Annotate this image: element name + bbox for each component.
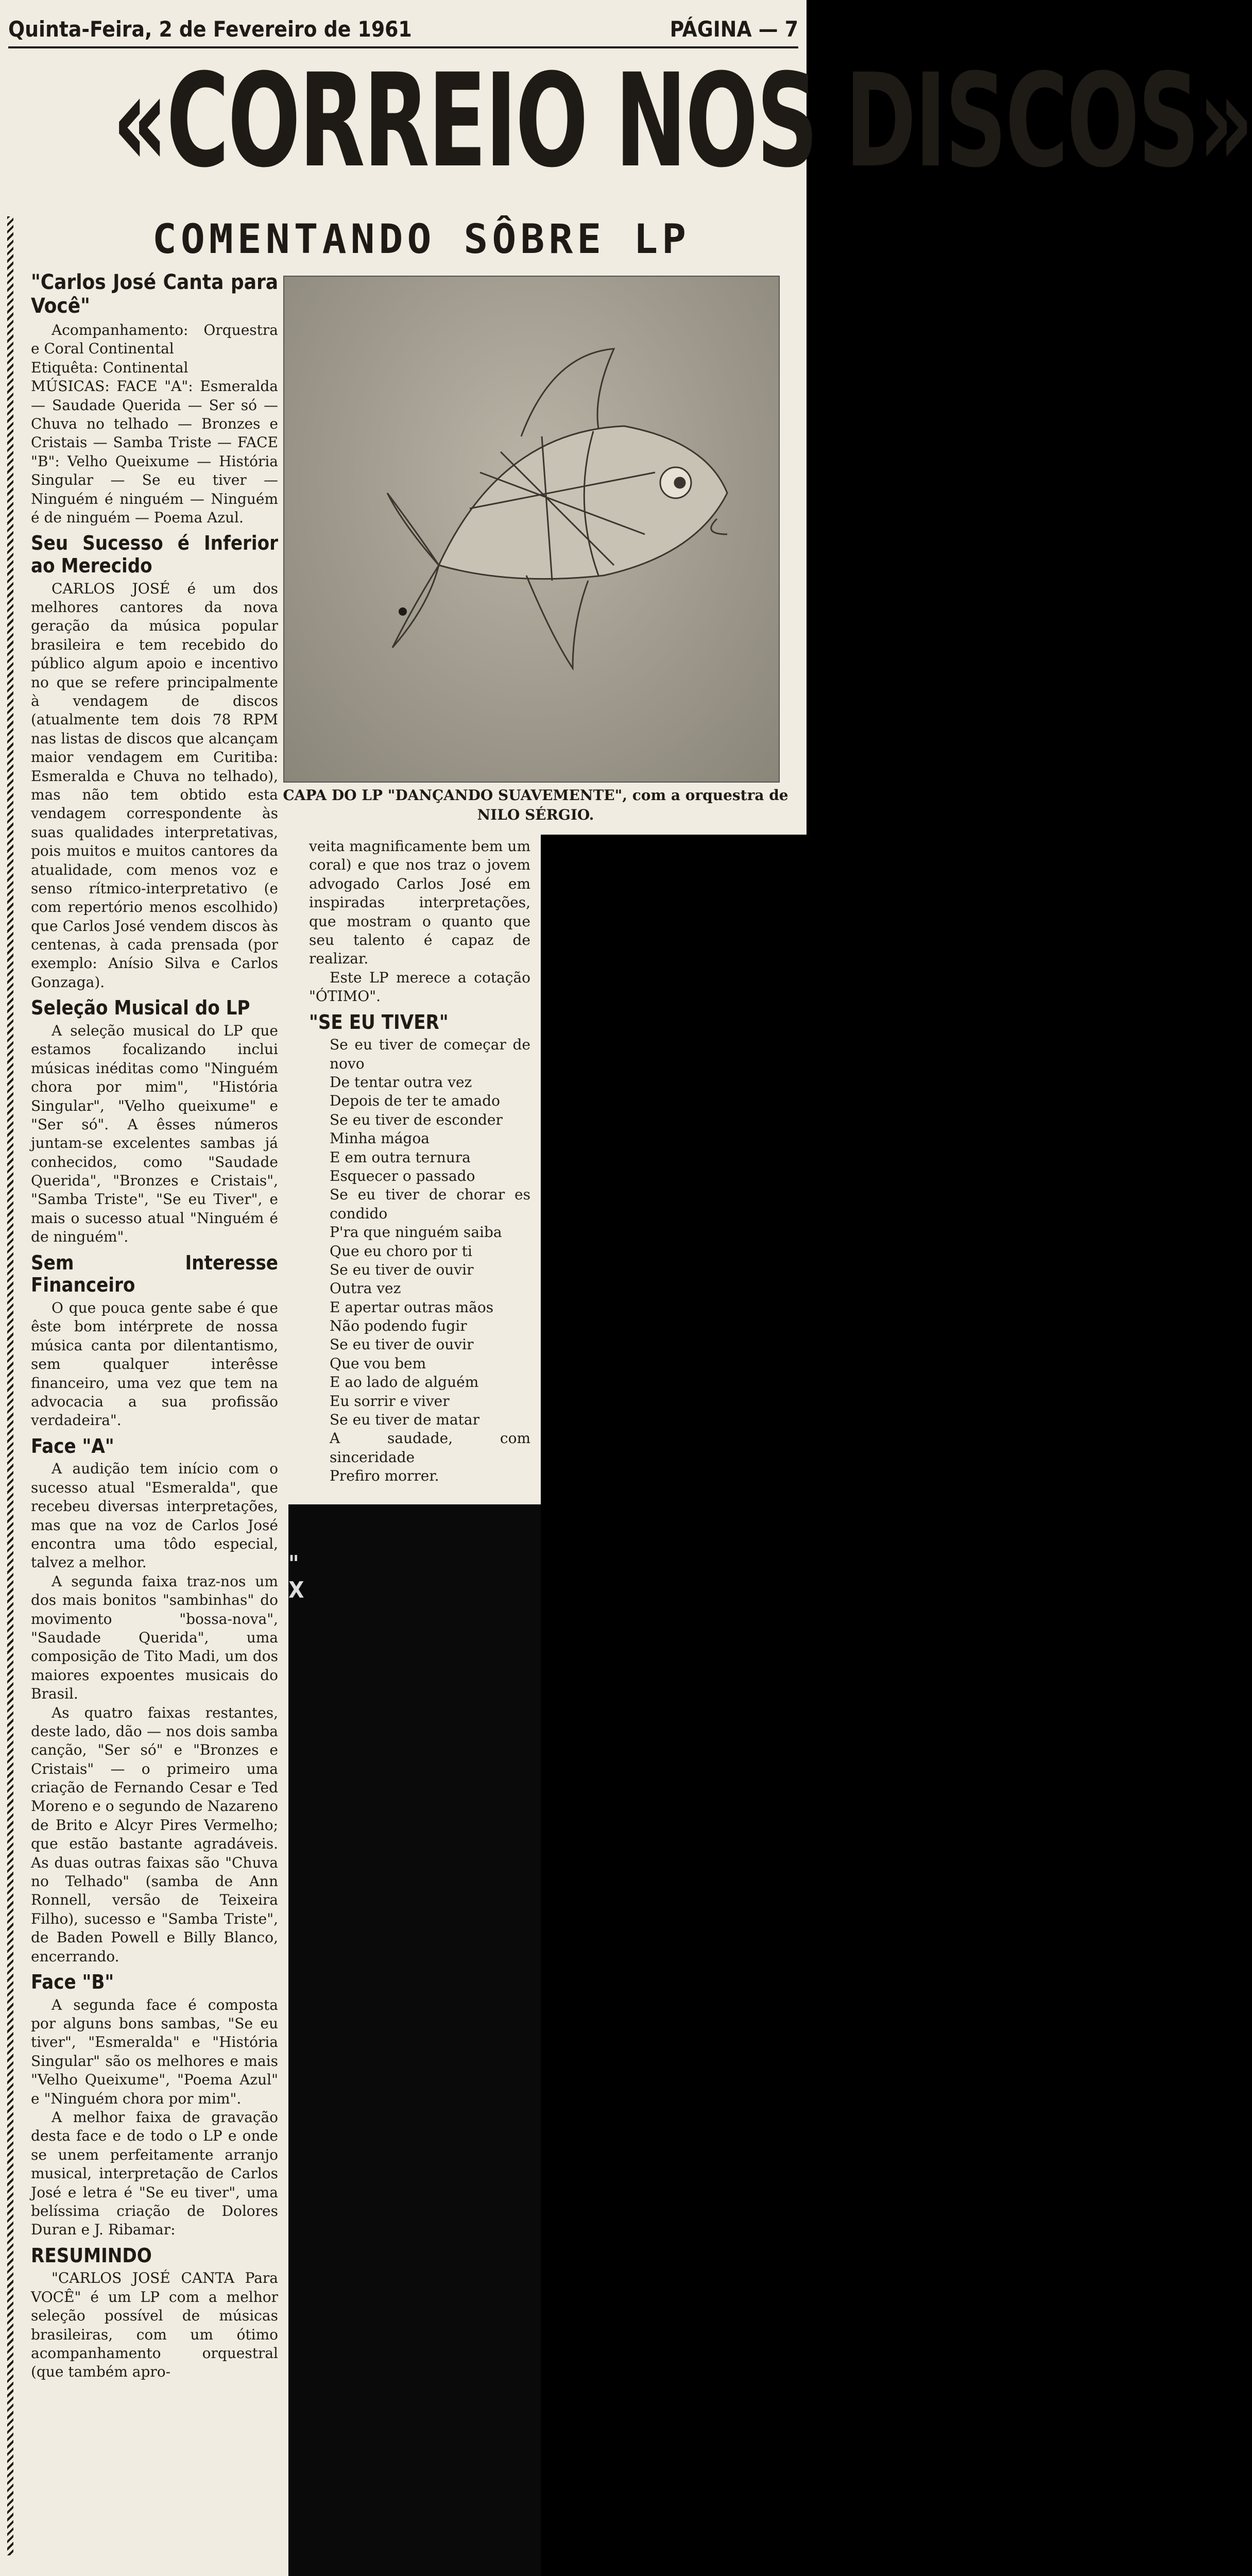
lyric-line: Prefiro morrer. — [330, 1467, 439, 1485]
section-title: Seu Sucesso é Inferior ao Merecido — [31, 532, 278, 577]
section-text: A audição tem início com o sucesso atual "Esmeralda", que recebeu diversas interpretações, mas que na voz de Carlos José encontra uma tôdo especial, talvez a melhor. — [31, 1460, 278, 1571]
section-text: Este LP merece a cotação "ÓTIMO". — [309, 969, 530, 1005]
section-title: RESUMINDO — [31, 2244, 152, 2267]
section-text: A segunda faixa traz-nos um dos mais bonitos "sambinhas" do movimento "bossa-nova", "Saudade Querida", uma composição de Tito Madi, um dos maiores expoentes musicais do Brasil. — [31, 1572, 278, 1703]
section-title: Face "B" — [31, 1970, 114, 1993]
lyric-line: Se eu tiver de começar de novo — [330, 1036, 530, 1072]
lyric-line: Depois de ter te amado — [330, 1092, 500, 1110]
article-title: "Carlos José Canta para Você" — [31, 270, 278, 318]
lyric-line: Se eu tiver de esconder — [330, 1111, 503, 1128]
song-title: "SE EU TIVER" — [309, 1010, 449, 1033]
article-column-1 — [31, 270, 278, 2382]
fish-drawing-icon — [284, 277, 779, 782]
lyric-line: Que vou bem — [330, 1354, 426, 1372]
section-title: Face "A" — [31, 1434, 114, 1458]
lyric-line: P'ra que ninguém saiba — [330, 1224, 502, 1241]
masthead: «CORREIO NOS DISCOS» — [112, 46, 1252, 196]
song-lyrics — [309, 1036, 530, 1485]
article-column-2 — [309, 837, 530, 1486]
lyric-line: Se eu tiver de ouvir — [330, 1261, 474, 1278]
black-background — [541, 835, 807, 2576]
section-text: A segunda face é composta por alguns bons sambas, "Se eu tiver", "Esmeralda" e "História Singular" são os melhores e mais "Velho Queixume", "Poema Azul" e "Ninguém chora por mim". — [31, 1996, 278, 2107]
section-title: Sem Interesse Financeiro — [31, 1251, 278, 1297]
clipped-fragment — [288, 1551, 304, 1603]
section-text: "CARLOS JOSÉ CANTA Para VOCÊ" é um LP com a melhor seleção possível de músicas brasileiras, com um ótimo acompanhamento orquestral (que também apro- — [31, 2269, 278, 2381]
section-text: A melhor faixa de gravação desta face e de todo o LP e onde se unem perfeitamente arranjo musical, interpretação de Carlos José e letra é "Se eu tiver", uma belíssima criação de Dolores Duran e J. Ribamar: — [31, 2109, 278, 2239]
decorative-border — [7, 216, 13, 2555]
section-text: CARLOS JOSÉ é um dos melhores cantores da nova geração da música popular brasileira e tem recebido do público algum apoio e incentivo no que se refere principalmente à vendagem de discos (atualmente tem dois 78 RPM nas listas de discos que alcançam maior vendagem em Curitiba: Esmeralda e Chuva no telhado), mas não tem obtido esta vendagem correspondente às suas qualidades interpretativas, pois muitos e muitos cantores da atualidade, com menos voz e senso rítmico-interpretativo (e com repertório menos escolhido) que Carlos José vendem discos às centenas, à cada prensada (por exemplo: Anísio Silva e Carlos Gonzaga). — [31, 580, 278, 991]
lyric-line: Se eu tiver de chorar es condido — [330, 1186, 530, 1222]
page-header — [8, 10, 798, 48]
section-text: A seleção musical do LP que estamos focalizando inclui músicas inéditas como "Ninguém chora por mim", "História Singular", "Velho queixume" e "Ser só". A êsses números juntam-se excelentes sambas já conhecidos, como "Saudade Querida", "Bronzes e Cristais", "Samba Triste", "Se eu Tiver", e mais o sucesso atual "Ninguém é de ninguém". — [31, 1022, 278, 1246]
header-date: Quinta-Feira, 2 de Fevereiro de 1961 — [8, 16, 412, 42]
subhead: COMENTANDO SÔBRE LP — [152, 216, 691, 263]
lyric-line: Minha mágoa — [330, 1130, 430, 1147]
lyric-line: A saudade, com sinceridade — [330, 1430, 530, 1466]
lyric-line: Não podendo fugir — [330, 1317, 467, 1335]
section-text: O que pouca gente sabe é que êste bom intérprete de nossa música canta por dilentantismo, sem qualquer interêsse financeiro, uma vez que tem na advocacia a sua profissão verdadeira". — [31, 1299, 278, 1429]
lyric-line: E em outra ternura — [330, 1148, 471, 1166]
fragment-text: " X — [288, 1551, 304, 1603]
lyric-line: E ao lado de alguém — [330, 1374, 479, 1391]
header-page: PÁGINA — 7 — [670, 16, 798, 42]
lyric-line: Que eu choro por ti — [330, 1242, 472, 1260]
section-title: Seleção Musical do LP — [31, 996, 250, 1020]
lyric-line: Eu sorrir e viver — [330, 1392, 450, 1410]
lyric-line: De tentar outra vez — [330, 1073, 472, 1091]
lyric-line: E apertar outras mãos — [330, 1298, 494, 1316]
lyric-line: Outra vez — [330, 1280, 401, 1297]
photo-caption: CAPA DO LP "DANÇANDO SUAVEMENTE", com a orquestra de NILO SÉRGIO. — [283, 787, 788, 823]
section-text: veita magnificamente bem um coral) e que nos traz o jovem advogado Carlos José em inspiradas interpretações, que mostram o quanto que seu talento é capaz de realizar. — [309, 838, 530, 968]
black-background-middle — [288, 1504, 541, 2576]
lyric-line: Esquecer o passado — [330, 1167, 475, 1184]
lyric-line: Se eu tiver de matar — [330, 1411, 480, 1429]
album-cover-photo — [283, 276, 780, 783]
section-text: As quatro faixas restantes, deste lado, dão — nos dois samba canção, "Ser só" e "Bronzes e Cristais" — o primeiro uma criação de Fernando Cesar e Ted Moreno e o segundo de Nazareno de Brito e Alcyr Pires Vermelho; que estão bastante agradáveis. As duas outras faixas são "Chuva no Telhado" (samba de Ann Ronnell, versão de Teixeira Filho), sucesso e "Samba Triste", de Baden Powell e Billy Blanco, encerrando. — [31, 1704, 278, 1965]
lyric-line: Se eu tiver de ouvir — [330, 1336, 474, 1353]
article-credits: Acompanhamento: Orquestra e Coral Continental Etiquêta: Continental MÚSICAS: FACE "A": Esmeralda — Saudade Querida — Ser só — Chuva no telhado — Bronzes e Cristais — Samba Triste — FACE "B": Velho Queixume — História Singular — Se eu tiver — Ninguém é ninguém — Ninguém é de ninguém — Poema Azul. — [31, 321, 278, 526]
